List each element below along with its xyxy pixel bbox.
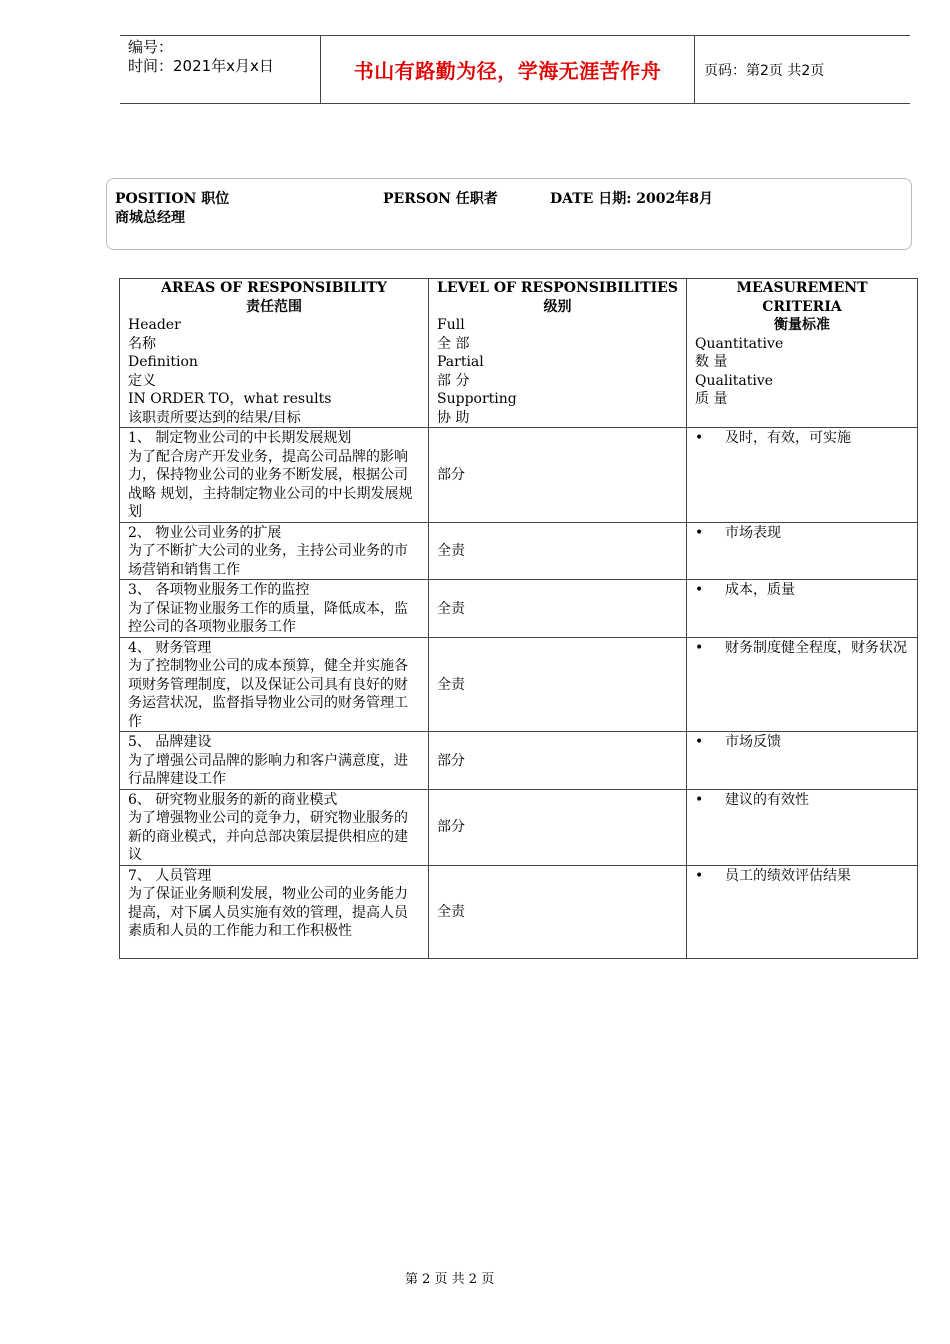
level-cell: 全责 [429, 522, 687, 580]
criteria-cell [687, 732, 918, 790]
level-legend-item: Full [437, 317, 465, 333]
header-meta [128, 38, 318, 76]
level-cell: 部分 [429, 789, 687, 865]
bullet-icon: • [695, 734, 704, 750]
area-cell [120, 580, 429, 638]
area-description: 为了不断扩大公司的业务，主持公司业务的市场营销和销售工作 [128, 543, 408, 578]
table-row [120, 522, 918, 580]
table-row [120, 865, 918, 958]
area-description: 为了保证业务顺利发展，物业公司的业务能力提高，对下属人员实施有效的管理，提高人员素质和人员的工作能力和工作积极性 [128, 886, 408, 939]
criteria-text: 财务制度健全程度，财务状况 [725, 639, 907, 656]
level-legend-item: Supporting [437, 391, 517, 407]
area-cell [120, 522, 429, 580]
criteria-item [695, 867, 909, 886]
area-cell [120, 865, 429, 958]
area-cell [120, 732, 429, 790]
level-header-cell [429, 279, 687, 428]
header-page-label: 页码：第2页 共2页 [704, 62, 825, 79]
level-cell: 全责 [429, 865, 687, 958]
area-title: 4、 财务管理 [128, 639, 212, 656]
date-label: DATE 日期: 2002年8月 [550, 191, 713, 207]
position-label: POSITION 职位 [115, 191, 230, 207]
area-description: 为了增强物业公司的竞争力，研究物业服务的新的商业模式，并向总部决策层提供相应的建议 [128, 810, 408, 863]
measure-legend [695, 335, 909, 409]
criteria-item [695, 581, 909, 600]
measure-header-en: MEASUREMENT CRITERIA [736, 280, 868, 315]
areas-legend-item: Header [128, 317, 181, 333]
table-row [120, 428, 918, 523]
level-legend-item: 协 助 [437, 409, 470, 426]
table-row [120, 637, 918, 732]
page-footer: 第 2 页 共 2 页 [405, 1272, 495, 1287]
measure-legend-item: 质 量 [695, 391, 728, 407]
area-cell [120, 789, 429, 865]
areas-legend-item: 名称 [128, 335, 156, 352]
area-title: 3、 各项物业服务工作的监控 [128, 582, 310, 598]
criteria-item [695, 733, 909, 752]
areas-header-cell [120, 279, 429, 428]
level-legend-item: 部 分 [437, 372, 470, 389]
criteria-item [695, 524, 909, 543]
level-legend-item: Partial [437, 354, 484, 370]
area-description: 为了配合房产开发业务，提高公司品牌的影响力，保持物业公司的业务不断发展，根据公司战略 规划，主持制定物业公司的中长期发展规划 [128, 448, 413, 520]
bullet-icon: • [695, 582, 704, 598]
areas-legend-item: IN ORDER TO，what results [128, 391, 332, 407]
area-cell [120, 637, 429, 732]
area-title: 5、 品牌建设 [128, 734, 212, 750]
area-title: 7、 人员管理 [128, 867, 212, 884]
header-divider [694, 36, 695, 103]
criteria-text: 员工的绩效评估结果 [725, 867, 851, 884]
responsibility-table [119, 278, 918, 959]
bullet-icon: • [695, 791, 704, 808]
criteria-item [695, 639, 909, 658]
area-title: 2、 物业公司业务的扩展 [128, 524, 282, 541]
measure-header-cn: 衡量标准 [774, 317, 830, 333]
area-description: 为了增强公司品牌的影响力和客户满意度，进行品牌建设工作 [128, 752, 408, 787]
areas-legend [128, 316, 420, 427]
criteria-text: 市场表现 [725, 524, 781, 541]
area-title: 1、 制定物业公司的中长期发展规划 [128, 430, 352, 446]
areas-legend-item: Definition [128, 354, 198, 370]
position-info-box [106, 178, 912, 250]
table-row [120, 580, 918, 638]
criteria-cell [687, 637, 918, 732]
bullet-icon: • [695, 430, 704, 446]
time-label: 时间：2021年x月x日 [128, 57, 274, 75]
level-cell: 全责 [429, 637, 687, 732]
measure-legend-item: Quantitative [695, 335, 784, 352]
bullet-icon: • [695, 639, 704, 656]
level-cell: 全责 [429, 580, 687, 638]
level-cell: 部分 [429, 428, 687, 523]
area-cell [120, 428, 429, 523]
area-description: 为了保证物业服务工作的质量，降低成本，监控公司的各项物业服务工作 [128, 600, 408, 635]
table-header-row [120, 279, 918, 428]
areas-header-en: AREAS OF RESPONSIBILITY [161, 280, 387, 296]
criteria-item [695, 429, 909, 448]
criteria-text: 成本，质量 [725, 582, 795, 598]
areas-legend-item: 定义 [128, 372, 156, 389]
header-motto: 书山有路勤为径，学海无涯苦作舟 [353, 59, 662, 83]
area-title: 6、 研究物业服务的新的商业模式 [128, 791, 338, 808]
document-header [120, 35, 910, 104]
areas-header-cn: 责任范围 [246, 298, 302, 315]
measure-header-cell [687, 279, 918, 428]
criteria-cell [687, 865, 918, 958]
table-row [120, 789, 918, 865]
criteria-text: 及时，有效，可实施 [725, 430, 851, 446]
person-label: PERSON 任职者 [383, 191, 498, 207]
bullet-icon: • [695, 524, 704, 541]
criteria-cell [687, 428, 918, 523]
table-row [120, 732, 918, 790]
criteria-text: 市场反馈 [725, 734, 781, 750]
level-header-en: LEVEL OF RESPONSIBILITIES [437, 280, 678, 296]
position-value: 商城总经理 [115, 210, 185, 226]
criteria-item [695, 791, 909, 810]
criteria-cell [687, 580, 918, 638]
level-cell: 部分 [429, 732, 687, 790]
criteria-text: 建议的有效性 [725, 791, 809, 808]
measure-legend-item: 数 量 [695, 354, 728, 370]
level-legend [437, 316, 678, 427]
measure-legend-item: Qualitative [695, 372, 774, 389]
criteria-cell [687, 522, 918, 580]
criteria-cell [687, 789, 918, 865]
level-legend-item: 全 部 [437, 335, 470, 352]
area-description: 为了控制物业公司的成本预算，健全并实施各项财务管理制度，以及保证公司具有良好的财务运营状况，监督指导物业公司的财务管理工作 [128, 658, 408, 730]
level-header-cn: 级别 [543, 298, 572, 315]
number-label: 编号： [128, 38, 174, 56]
areas-legend-item: 该职责所要达到的结果/目标 [128, 409, 301, 426]
bullet-icon: • [695, 867, 704, 884]
